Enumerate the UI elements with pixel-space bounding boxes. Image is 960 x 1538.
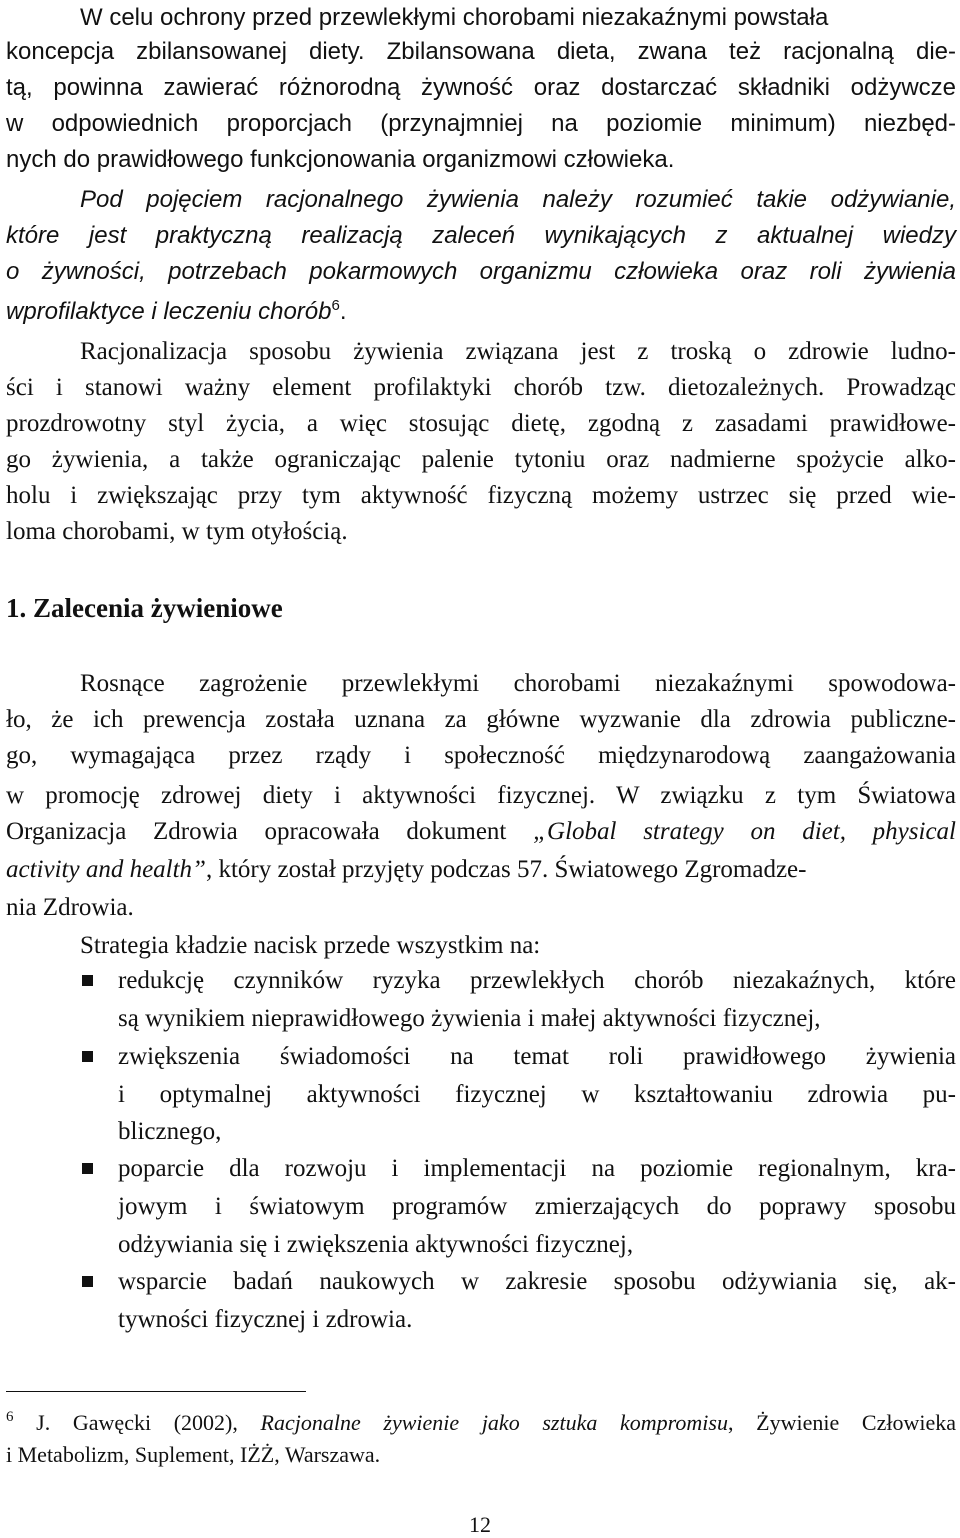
paragraph-line: [6, 852, 956, 888]
paragraph-line: W celu ochrony przed przewlekłymi chorobami niezakaźnymi powstała: [80, 4, 829, 31]
paragraph-line: Rosnące zagrożenie przewlekłymi chorobami niezakaźnymi spowodowa-: [80, 670, 956, 697]
paragraph-line: ło, że ich prewencja została uznana za główne wyzwanie dla zdrowia publiczne-: [6, 706, 956, 733]
section-heading: 1. Zalecenia żywieniowe: [6, 593, 283, 623]
bullet-square-icon: [82, 975, 93, 986]
paragraph-line: o żywności, potrzebach pokarmowych organizmu człowieka oraz roli żywienia: [6, 258, 956, 285]
footnote-line: [6, 1408, 956, 1438]
paragraph-line: loma chorobami, w tym otyłością.: [6, 518, 348, 545]
paragraph-text: Organizacja Zdrowia opracowała dokument: [6, 818, 534, 845]
paragraph-line: w odpowiednich proporcjach (przynajmniej na poziomie minimum) niezbęd-: [6, 110, 956, 137]
list-item-line: poparcie dla rozwoju i implementacji na poziomie regionalnym, kra-: [118, 1155, 956, 1182]
list-item-line: jowym i światowym programów zmierzających do poprawy sposobu: [118, 1193, 956, 1220]
footnote-author: J. Gawęcki (2002),: [13, 1410, 261, 1435]
document-title: „Global strategy on diet, physical: [533, 818, 956, 845]
bullet-square-icon: [82, 1163, 93, 1174]
paragraph-line: Pod pojęciem racjonalnego żywienia należy rozumieć takie odżywianie,: [80, 186, 956, 213]
paragraph-line: nia Zdrowia.: [6, 894, 134, 921]
list-item-line: blicznego,: [118, 1118, 222, 1145]
footnote-source: , Żywienie Człowieka: [727, 1410, 956, 1435]
footnote-title: Racjonalne żywienie jako sztuka kompromisu: [260, 1410, 728, 1435]
paragraph-line: koncepcja zbilansowanej diety. Zbilansowana dieta, zwana też racjonalną die-: [6, 38, 956, 65]
paragraph-line: ści i stanowi ważny element profilaktyki chorób tzw. dietozależnych. Prowadząc: [6, 374, 956, 401]
list-item-line: tywności fizycznej i zdrowia.: [118, 1306, 413, 1333]
bullet-square-icon: [82, 1276, 93, 1287]
page-number: 12: [469, 1512, 491, 1537]
paragraph-line: nych do prawidłowego funkcjonowania organizmowi człowieka.: [6, 146, 675, 173]
paragraph-line: [6, 294, 956, 330]
bullet-square-icon: [82, 1051, 93, 1062]
document-title: activity and health”: [6, 856, 206, 883]
list-item-line: redukcję czynników ryzyka przewlekłych chorób niezakaźnych, które: [118, 967, 956, 994]
paragraph-line: tą, powinna zawierać różnorodną żywność oraz dostarczać składniki odżywcze: [6, 74, 956, 101]
paragraph-line: prozdrowotny styl życia, a więc stosując dietę, zgodną z zasadami prawidłowe-: [6, 410, 956, 437]
footnote-divider: [6, 1391, 306, 1392]
paragraph-line: Racjonalizacja sposobu żywienia związana jest z troską o zdrowie ludno-: [80, 338, 956, 365]
footnote-line: i Metabolizm, Suplement, IŻŻ, Warszawa.: [6, 1442, 381, 1467]
list-intro: Strategia kładzie nacisk przede wszystkim na:: [80, 932, 541, 959]
paragraph-line: go, wymagająca przez rządy i społeczność międzynarodową zaangażowania: [6, 742, 956, 769]
list-item-line: i optymalnej aktywności fizycznej w kształtowaniu zdrowia pu-: [118, 1081, 956, 1108]
paragraph-text: .: [339, 298, 347, 325]
list-item-line: zwiększenia świadomości na temat roli prawidłowego żywienia: [118, 1043, 956, 1070]
paragraph-text: wprofilaktyce i leczeniu chorób: [6, 298, 332, 325]
list-item-line: odżywiania się i zwiększenia aktywności fizycznej,: [118, 1231, 634, 1258]
footnote-reference: 6: [331, 297, 340, 314]
list-item-line: wsparcie badań naukowych w zakresie sposobu odżywiania się, ak-: [118, 1268, 956, 1295]
paragraph-line: holu i zwiększając przy tym aktywność fizyczną możemy ustrzec się przed wie-: [6, 482, 956, 509]
paragraph-line: [6, 814, 956, 850]
paragraph-line: w promocję zdrowej diety i aktywności fizycznej. W związku z tym Światowa: [6, 782, 956, 809]
list-item-line: są wynikiem nieprawidłowego żywienia i małej aktywności fizycznej,: [118, 1005, 821, 1032]
paragraph-line: które jest praktyczną realizacją zaleceń wynikających z aktualnej wiedzy: [6, 222, 956, 249]
paragraph-text: , który został przyjęty podczas 57. Światowego Zgromadze-: [205, 856, 807, 883]
paragraph-line: go żywienia, a także ograniczając palenie tytoniu oraz nadmierne spożycie alko-: [6, 446, 956, 473]
footnote-number: 6: [6, 1409, 14, 1425]
